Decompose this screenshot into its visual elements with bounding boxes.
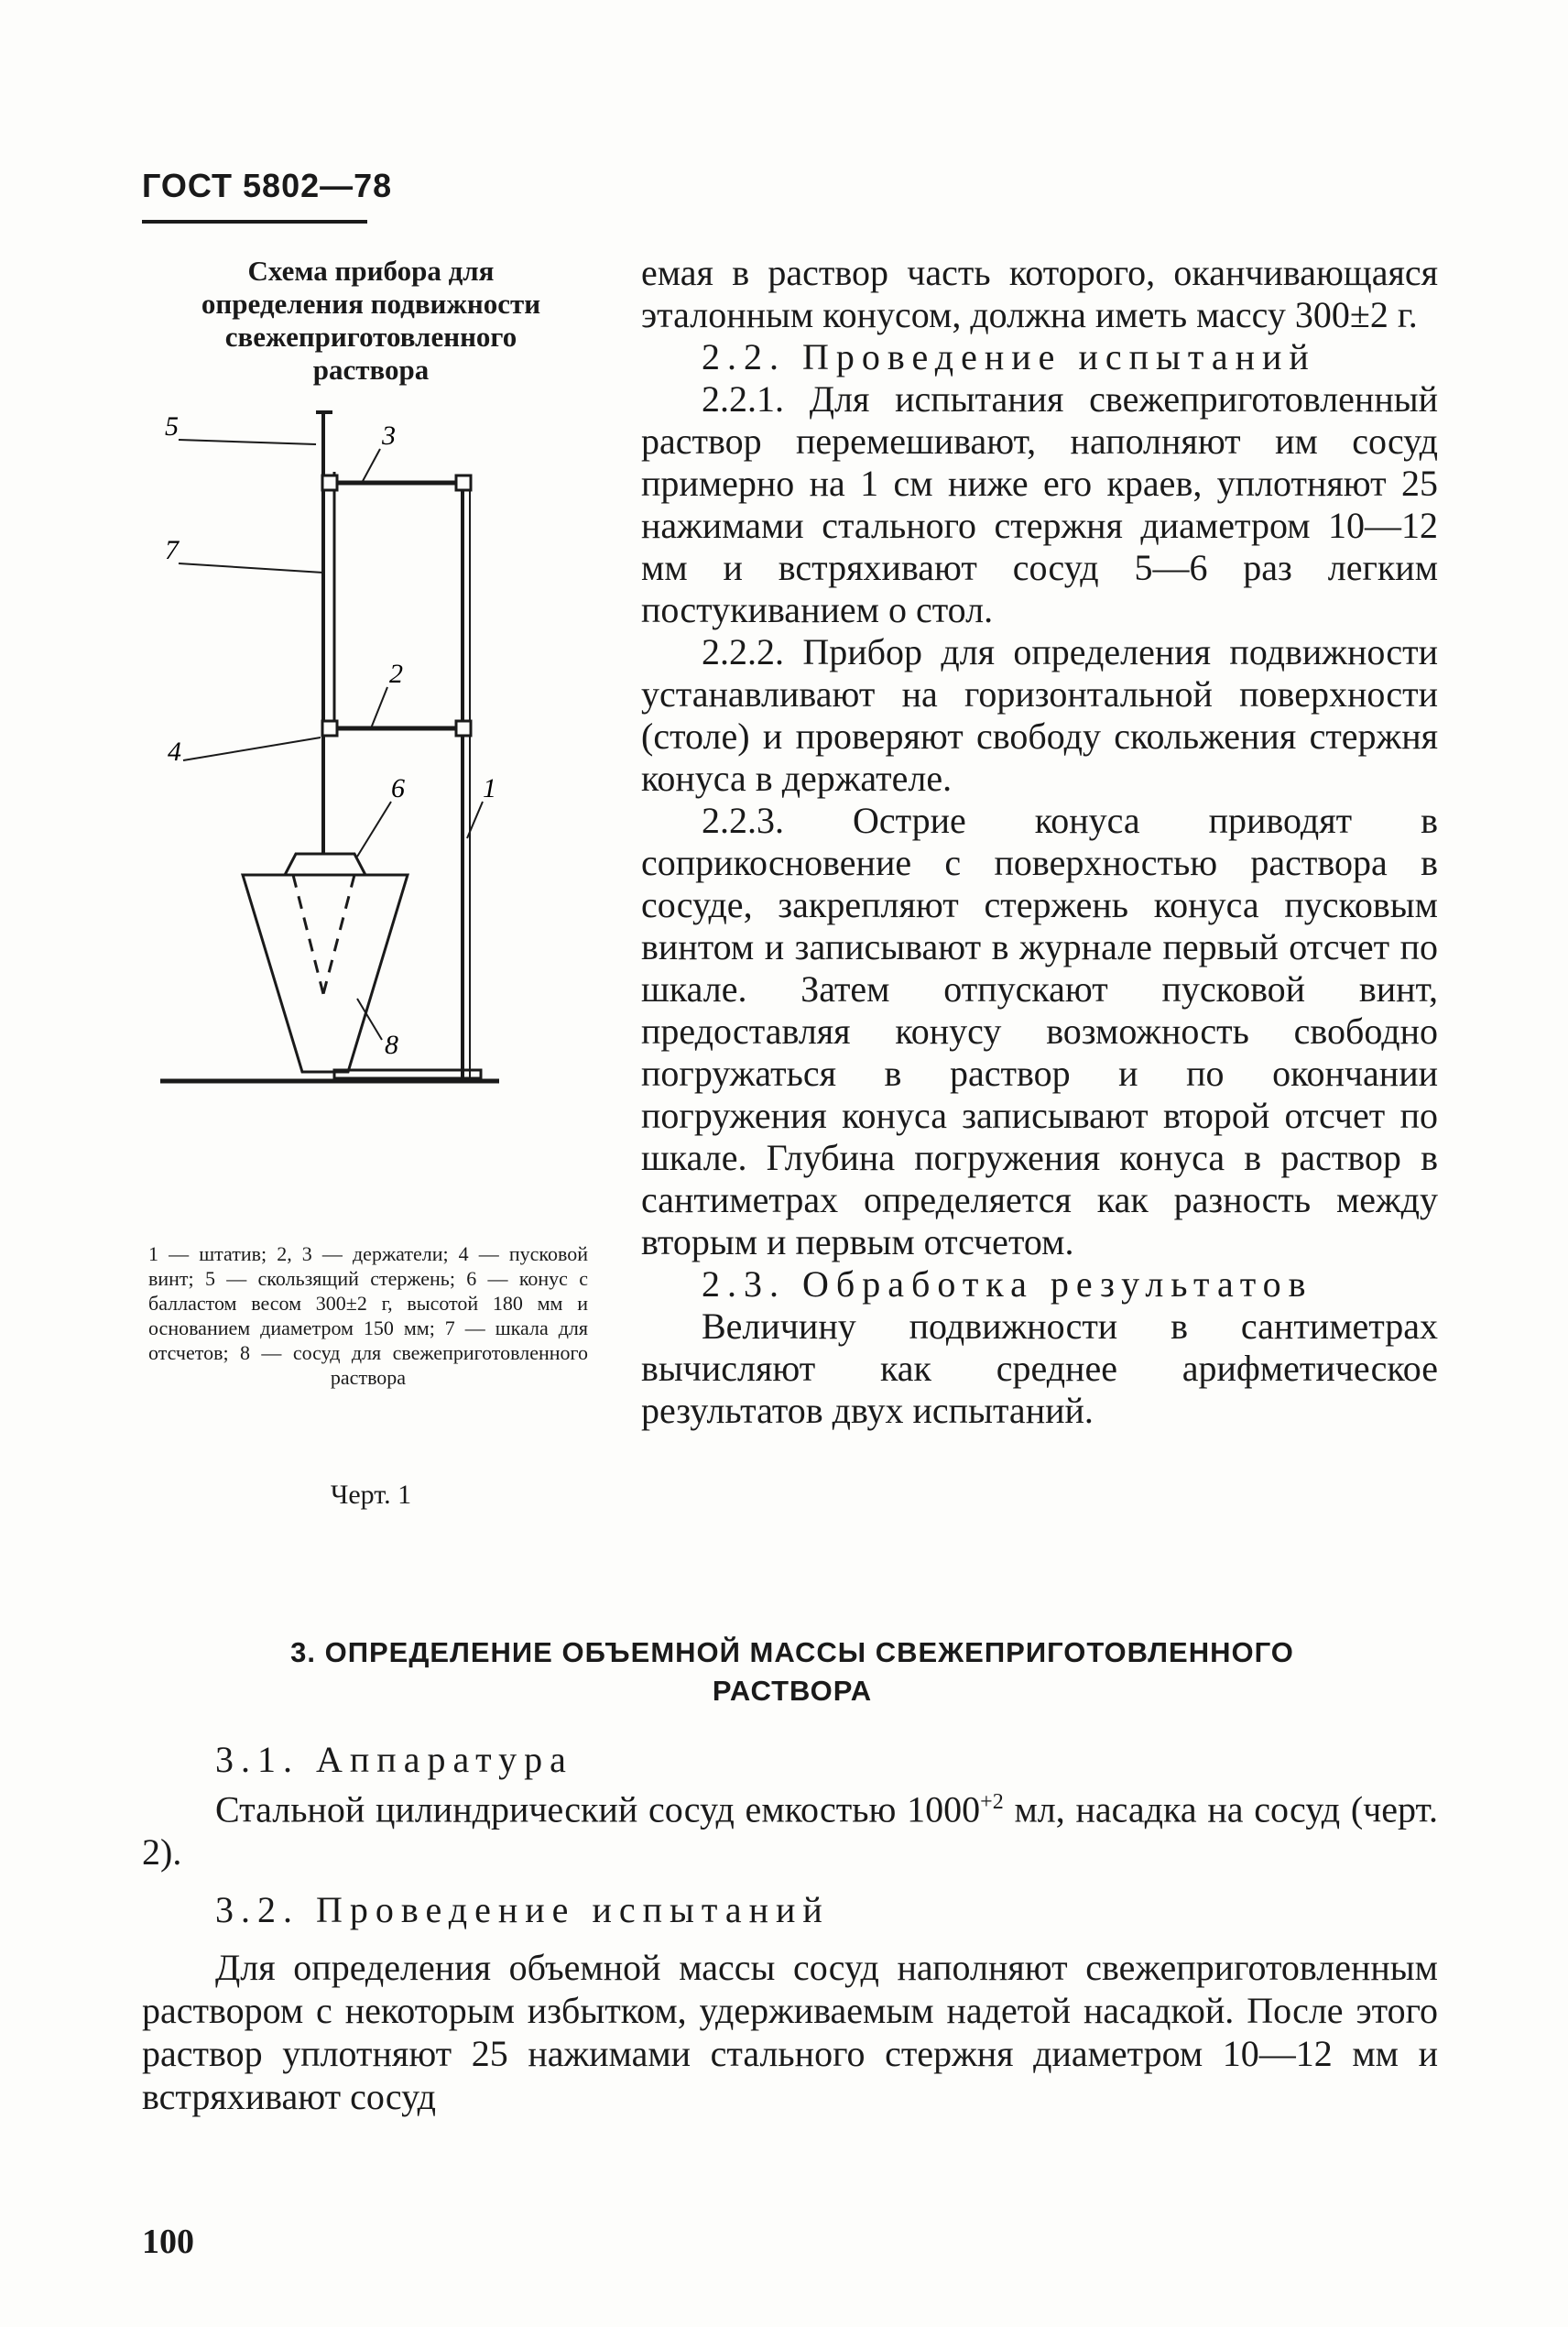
cone-edge-right xyxy=(323,875,354,994)
figure-title-line: раствора xyxy=(312,354,430,386)
callout-2: 2 xyxy=(389,659,403,689)
holder-bottom-clamp-left xyxy=(322,721,337,736)
paragraph-2-2-2: 2.2.2. Прибор для определения подвижности устанавливают на горизонтальной поверхности (столе) и проверяют свободу скольжения стержня конуса в держателе. xyxy=(641,631,1438,799)
section-3-title-line: РАСТВОРА xyxy=(712,1675,873,1707)
paragraph-2-3: Величину подвижности в сантиметрах вычисляют как среднее арифметическое результатов двух испытаний. xyxy=(641,1306,1438,1431)
tolerance-superscript: +2 xyxy=(980,1790,1004,1814)
paragraph-2-2-3: 2.2.3. Острие конуса приводят в соприкосновение с поверхностью раствора в сосуде, закрепляют стержень конуса пусковым винтом и записывают в журнале первый отсчет по шкале. Затем отпускают пусковой винт, предоставляя конусу возможность свободно погружаться в раствор и по окончании погружения конуса записывают второй отсчет по шкале. Глубина погружения конуса в раствор в сантиметрах определяется как разность между вторым и первым отсчетом. xyxy=(641,800,1438,1262)
page-number: 100 xyxy=(142,2223,194,2261)
vessel-stand xyxy=(334,1070,481,1078)
callout-3: 3 xyxy=(382,421,396,451)
callout-6: 6 xyxy=(391,773,405,803)
cone-edge-left xyxy=(293,875,323,994)
paragraph-3-1 xyxy=(142,1781,1438,1874)
figure-title-line: определения подвижности xyxy=(201,288,541,320)
heading-3-2: 3.2. Проведение испытаний xyxy=(215,1889,830,1931)
section-3-title-line: 3. ОПРЕДЕЛЕНИЕ ОБЪЕМНОЙ МАССЫ СВЕЖЕПРИГОТОВЛЕННОГО xyxy=(290,1636,1294,1668)
callout-4: 4 xyxy=(168,737,181,767)
leader-2 xyxy=(371,687,387,728)
holder-top-clamp-left xyxy=(322,475,337,490)
callout-5: 5 xyxy=(165,411,179,442)
leader-7 xyxy=(179,563,323,573)
figure-legend: 1 — штатив; 2, 3 — держатели; 4 — пусковой винт; 5 — скользящий стержень; 6 — конус с балластом весом 300±2 г, высотой 180 мм и основанием диаметром 150 мм; 7 — шкала для отсчетов; 8 — сосуд для свежеприготовленного раствора xyxy=(148,1242,588,1389)
heading-3-1: 3.1. Аппаратура xyxy=(215,1739,573,1780)
cone-apparatus-diagram xyxy=(142,399,508,1104)
figure-title xyxy=(147,255,595,387)
header-rule xyxy=(142,220,367,224)
right-column-text xyxy=(641,252,1438,1432)
document-code-header: ГОСТ 5802—78 xyxy=(142,167,393,204)
holder-bottom-clamp-right xyxy=(456,721,471,736)
heading-2-3: 2.3. Обработка результатов xyxy=(702,1263,1313,1305)
leader-5 xyxy=(179,440,316,444)
paragraph-3-1-text: Стальной цилиндрический сосуд емкостью 1000 xyxy=(215,1788,981,1830)
callout-1: 1 xyxy=(483,773,496,803)
ballast xyxy=(285,854,365,875)
section-3-body xyxy=(142,1738,1438,2118)
holder-top-clamp-right xyxy=(456,475,471,490)
figure-title-line: Схема прибора для xyxy=(247,255,495,287)
paragraph-continuation: емая в раствор часть которого, оканчивающаяся эталонным конусом, должна иметь массу 300±2 г. xyxy=(641,252,1438,335)
leader-3 xyxy=(362,449,380,483)
paragraph-3-2: Для определения объемной массы сосуд наполняют свежеприготовленным раствором с некоторым избытком, удерживаемым надетой насадкой. После этого раствор уплотняют 25 нажимами стального стержня диаметром 10—12 мм и встряхивают сосуд xyxy=(142,1947,1438,2118)
callout-7: 7 xyxy=(165,535,179,565)
vessel xyxy=(243,875,408,1072)
section-3-title xyxy=(142,1633,1443,1710)
figure-label: Черт. 1 xyxy=(330,1480,412,1510)
paragraph-2-2-1: 2.2.1. Для испытания свежеприготовленный раствор перемешивают, наполняют им сосуд примерно на 1 см ниже его краев, уплотняют 25 нажимами стального стержня диаметром 10—12 мм и встряхивают сосуд 5—6 раз легким постукиванием о стол. xyxy=(641,378,1438,630)
figure-title-line: свежеприготовленного xyxy=(224,321,517,353)
leader-6 xyxy=(357,802,391,857)
callout-8: 8 xyxy=(385,1030,398,1060)
leader-4 xyxy=(183,737,321,760)
heading-2-2: 2.2. Проведение испытаний xyxy=(702,336,1316,377)
paragraph-3-1-text-end: мл, насадка на сосуд (черт. 2). xyxy=(142,1788,1438,1874)
